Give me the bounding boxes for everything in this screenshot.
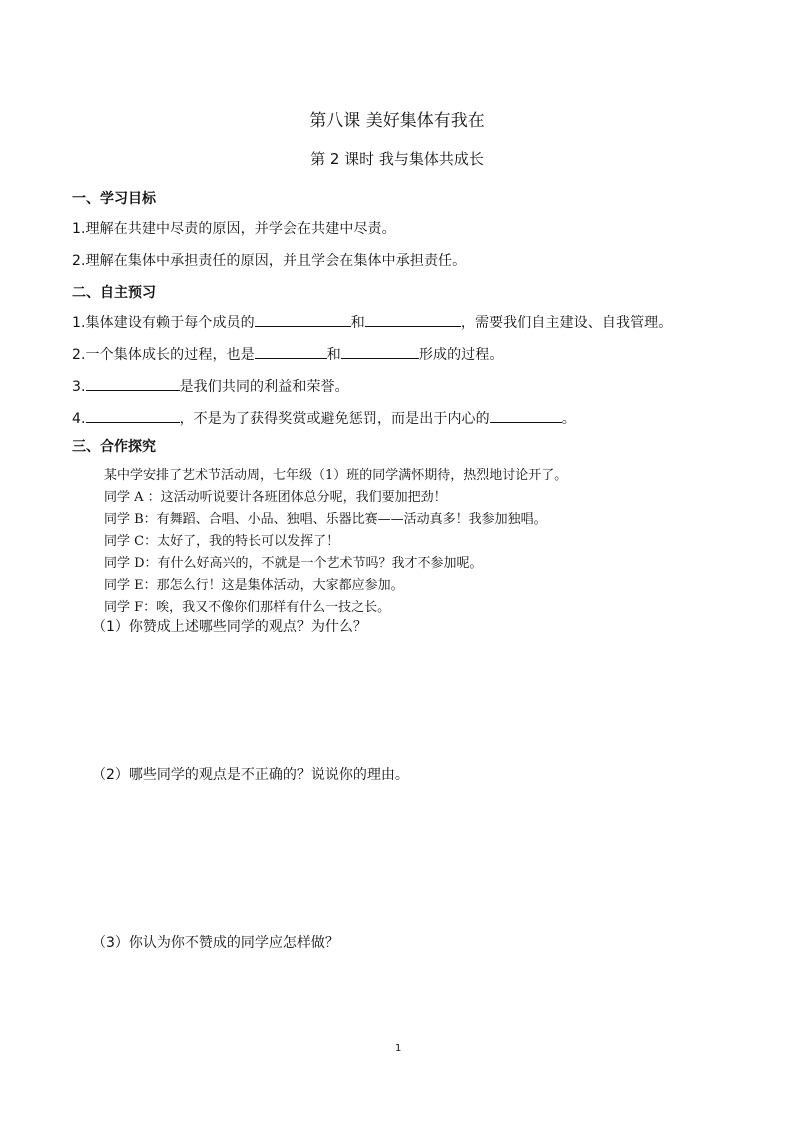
preview-q2-text-b: 和: [326, 347, 341, 363]
preview-q2-text-c: 形成的过程。: [418, 347, 504, 363]
fill-blank-1b[interactable]: [365, 312, 461, 327]
explore-question-2: （2）哪些同学的观点是不正确的？说说你的理由。: [92, 767, 409, 783]
preview-q4-text-a: 4.: [72, 411, 86, 427]
fill-blank-3[interactable]: [86, 376, 180, 391]
dialogue-line-b: 同学 B：有舞蹈、合唱、小品、独唱、乐器比赛——活动真多！我参加独唱。: [104, 512, 547, 527]
fill-blank-1a[interactable]: [255, 312, 351, 327]
section-heading-goals: 一、学习目标: [72, 191, 156, 207]
section-heading-preview: 二、自主预习: [72, 285, 156, 301]
preview-q1-text-a: 1.集体建设有赖于每个成员的: [72, 315, 255, 331]
preview-q4-text-b: ，不是为了获得奖赏或避免惩罚，而是出于内心的: [179, 411, 490, 427]
fill-blank-2b[interactable]: [341, 344, 419, 359]
preview-q1-text-c: ，需要我们自主建设、自我管理。: [460, 315, 673, 331]
preview-q3-text-b: 是我们共同的利益和荣誉。: [179, 379, 349, 395]
dialogue-intro: 某中学安排了艺术节活动周，七年级（1）班的同学满怀期待，热烈地讨论开了。: [104, 468, 568, 483]
dialogue-line-d: 同学 D：有什么好高兴的，不就是一个艺术节吗？我才不参加呢。: [104, 556, 483, 571]
goal-item-1: 1.理解在共建中尽责的原因，并学会在共建中尽责。: [72, 221, 396, 237]
explore-question-3: （3）你认为你不赞成的同学应怎样做？: [92, 935, 339, 951]
page-number: 1: [395, 1043, 402, 1054]
preview-question-2: [72, 344, 503, 364]
fill-blank-2a[interactable]: [255, 344, 327, 359]
preview-q1-text-b: 和: [350, 315, 365, 331]
section-heading-explore: 三、合作探究: [72, 439, 156, 455]
goal-item-2: 2.理解在集体中承担责任的原因，并且学会在集体中承担责任。: [72, 253, 467, 269]
preview-question-4: [72, 408, 576, 428]
fill-blank-4b[interactable]: [490, 408, 562, 423]
dialogue-line-e: 同学 E：那怎么行！这是集体活动，大家都应参加。: [104, 578, 404, 593]
dialogue-line-a: 同学 A ：这活动听说要计各班团体总分呢，我们要加把劲！: [104, 490, 447, 505]
preview-q4-text-c: 。: [561, 411, 576, 427]
preview-question-3: [72, 376, 349, 396]
preview-question-1: [72, 312, 672, 332]
explore-question-1: （1）你赞成上述哪些同学的观点？为什么？: [92, 619, 367, 635]
dialogue-line-c: 同学 C：太好了，我的特长可以发挥了！: [104, 534, 340, 549]
preview-q3-text-a: 3.: [72, 379, 86, 395]
dialogue-line-f: 同学 F：唉，我又不像你们那样有什么一技之长。: [104, 600, 391, 615]
preview-q2-text-a: 2.一个集体成长的过程，也是: [72, 347, 255, 363]
lesson-subtitle: 第 2 课时 我与集体共成长: [310, 150, 484, 168]
lesson-title: 第八课 美好集体有我在: [309, 111, 485, 131]
fill-blank-4a[interactable]: [86, 408, 180, 423]
